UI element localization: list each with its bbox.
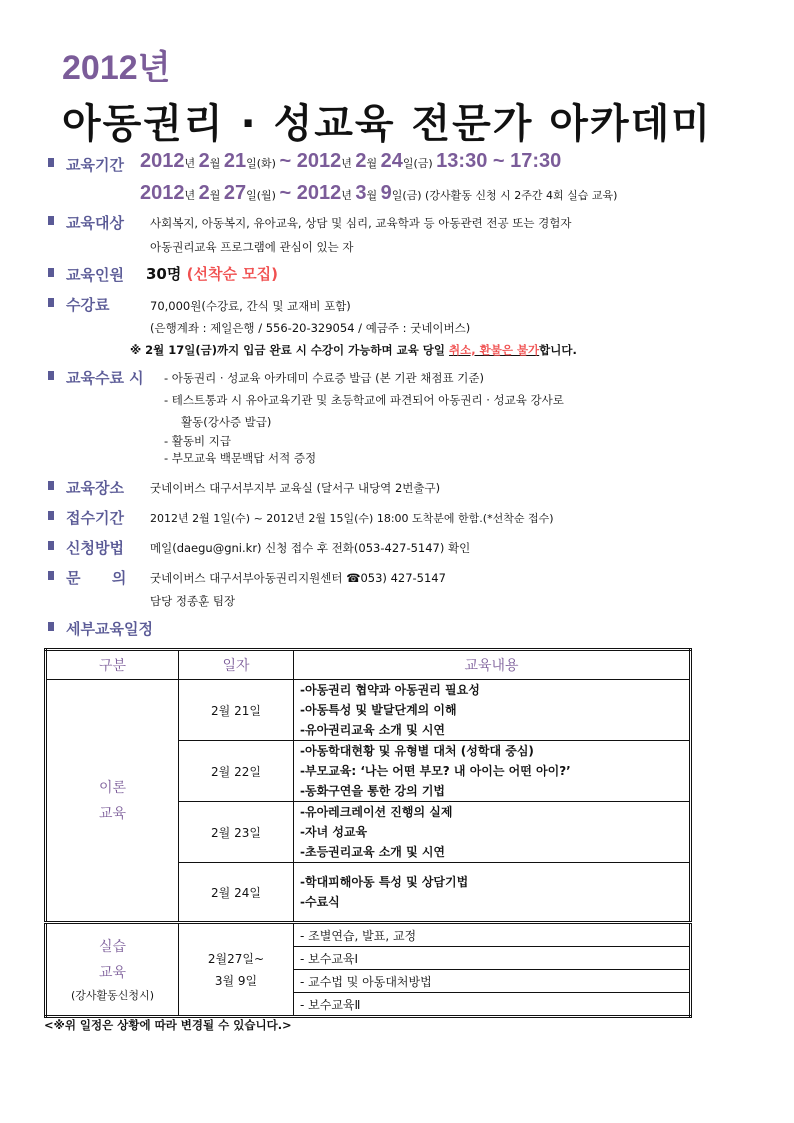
- practice-category: [46, 923, 179, 1017]
- notice-text-end: 합니다.: [539, 343, 577, 357]
- bullet-icon: [48, 216, 54, 225]
- period-unit: 년: [184, 189, 199, 202]
- category-text: 교육: [98, 964, 127, 981]
- place-label: 교육장소: [66, 479, 124, 497]
- period-unit: 월: [366, 189, 381, 202]
- content-item: -학대피해아동 특성 및 상담기법: [300, 875, 469, 889]
- schedule-label: 세부교육일정: [66, 620, 153, 638]
- period-line-1: [140, 150, 561, 173]
- inquiry-line: 굿네이버스 대구서부아동권리지원센터 ☎053) 427-5147: [150, 571, 446, 585]
- fee-line: 70,000원(수강료, 간식 및 교재비 포함): [150, 299, 351, 313]
- period-value: 2012: [140, 150, 185, 172]
- capacity-value: [146, 263, 278, 284]
- content-item: -아동권리 협약과 아동권리 필요성: [300, 683, 480, 697]
- content-item: -자녀 성교육: [300, 825, 368, 839]
- period-value: 3: [355, 182, 367, 204]
- schedule-table: [44, 648, 692, 1018]
- period-unit: 년: [341, 157, 356, 170]
- apply-value: 메일(daegu@gni.kr) 신청 접수 후 전화(053-427-5147) 확인: [150, 541, 471, 555]
- period-value: 2: [355, 150, 367, 172]
- notice-text: ※ 2월 17일(금)까지 입금 완료 시 수강이 가능하며 교육 당일: [130, 343, 450, 357]
- bullet-icon: [48, 571, 54, 580]
- title-year: 2012년: [62, 49, 171, 87]
- bullet-icon: [48, 481, 54, 490]
- category-text: 이론: [98, 779, 127, 796]
- bullet-icon: [48, 298, 54, 307]
- target-label: 교육대상: [66, 214, 124, 232]
- reception-label: 접수기간: [66, 509, 124, 527]
- category-text: 교육: [98, 805, 127, 822]
- date-text: 3월 9일: [214, 973, 258, 988]
- bullet-icon: [48, 371, 54, 380]
- bullet-icon: [48, 541, 54, 550]
- period-value: 27: [223, 182, 247, 204]
- content-cell: - 교수법 및 아동대처방법: [294, 970, 691, 993]
- period-line-2: [140, 182, 617, 205]
- theory-category: [46, 680, 179, 923]
- content-item: -아동특성 및 발달단계의 이해: [300, 703, 457, 717]
- period-unit: 월: [209, 157, 224, 170]
- period-value: 13:30 ~ 17:30: [436, 150, 562, 172]
- completion-item: - 아동권리 · 성교육 아카데미 수료증 발급 (본 기관 채점표 기준): [164, 371, 484, 385]
- period-label: 교육기간: [66, 156, 124, 174]
- schedule-footnote: <※위 일정은 상황에 따라 변경될 수 있습니다.>: [44, 1018, 292, 1032]
- completion-item: - 활동비 지급: [164, 434, 232, 448]
- period-unit: 월: [366, 157, 381, 170]
- period-unit: 월: [209, 189, 224, 202]
- bullet-icon: [48, 511, 54, 520]
- header-date: 일자: [179, 650, 294, 680]
- inquiry-line: 담당 정종훈 팀장: [150, 594, 236, 608]
- bullet-icon: [48, 158, 54, 167]
- content-cell: - 조별연습, 발표, 교정: [294, 923, 691, 947]
- date-cell: 2월 22일: [179, 741, 294, 802]
- content-item: -아동학대현황 및 유형별 대처 (성학대 중심): [300, 744, 534, 758]
- completion-item: - 부모교육 백문백답 서적 증정: [164, 451, 317, 465]
- inquiry-label: 문 의: [66, 569, 127, 587]
- date-text: 2월27일~: [207, 951, 265, 966]
- table-row: [46, 680, 691, 741]
- target-line: 아동권리교육 프로그램에 관심이 있는 자: [150, 240, 354, 254]
- completion-label: 교육수료 시: [66, 369, 144, 387]
- period-value: 9: [380, 182, 392, 204]
- notice-warning: 취소, 환불은 불가: [449, 343, 540, 357]
- fee-notice: [130, 342, 577, 358]
- category-note: (강사활동신청시): [71, 988, 154, 1002]
- period-unit: 년: [341, 189, 356, 202]
- capacity-note: (선착순 모집): [186, 265, 278, 283]
- table-header: [46, 650, 691, 680]
- period-unit: 일(금) (강사활동 신청 시 2주간 4회 실습 교육): [391, 189, 618, 202]
- header-content: 교육내용: [294, 650, 691, 680]
- date-cell: 2월 23일: [179, 802, 294, 863]
- place-value: 굿네이버스 대구서부지부 교육실 (달서구 내당역 2번출구): [150, 481, 441, 495]
- header-category: 구분: [46, 650, 179, 680]
- content-cell: - 보수교육Ⅰ: [294, 947, 691, 970]
- date-cell: 2월 21일: [179, 680, 294, 741]
- period-value: 21: [223, 150, 247, 172]
- period-value: ~ 2012: [279, 150, 342, 172]
- apply-label: 신청방법: [66, 539, 124, 557]
- period-unit: 년: [184, 157, 199, 170]
- reception-value: 2012년 2월 1일(수) ~ 2012년 2월 15일(수) 18:00 도착분에 한함.(*선착순 접수): [150, 512, 554, 525]
- content-cell: [294, 863, 691, 923]
- period-unit: 일(금): [402, 157, 437, 170]
- fee-label: 수강료: [66, 296, 110, 314]
- period-value: 2: [198, 182, 210, 204]
- content-item: -유아레크레이션 진행의 실제: [300, 805, 453, 819]
- period-value: ~ 2012: [279, 182, 342, 204]
- bullet-icon: [48, 268, 54, 277]
- table-row: [46, 923, 691, 947]
- period-unit: 일(월): [246, 189, 280, 202]
- content-item: -초등권리교육 소개 및 시연: [300, 845, 446, 859]
- capacity-label: 교육인원: [66, 266, 124, 284]
- date-cell: 2월 24일: [179, 863, 294, 923]
- date-cell: [179, 923, 294, 1017]
- period-value: 24: [380, 150, 403, 172]
- page-title: 아동권리 · 성교육 전문가 아카데미: [62, 101, 712, 147]
- content-cell: [294, 680, 691, 741]
- period-unit: 일(화): [246, 157, 280, 170]
- content-item: -동화구연을 통한 강의 기법: [300, 784, 446, 798]
- capacity-number: 30명: [146, 265, 182, 283]
- fee-line: (은행계좌 : 제일은행 / 556-20-329054 / 예금주 : 굿네이버스): [150, 321, 471, 335]
- content-cell: [294, 802, 691, 863]
- target-line: 사회복지, 아동복지, 유아교육, 상담 및 심리, 교육학과 등 아동관련 전공 또는 경험자: [150, 216, 572, 230]
- content-item: -유아권리교육 소개 및 시연: [300, 723, 446, 737]
- period-value: 2: [198, 150, 210, 172]
- content-cell: - 보수교육Ⅱ: [294, 993, 691, 1017]
- completion-item: - 테스트통과 시 유아교육기관 및 초등학교에 파견되어 아동권리 · 성교육 강사로: [164, 393, 564, 407]
- content-cell: [294, 741, 691, 802]
- completion-item: 활동(강사증 발급): [181, 415, 272, 429]
- content-item: -수료식: [300, 895, 340, 909]
- bullet-icon: [48, 622, 54, 631]
- category-text: 실습: [98, 938, 127, 955]
- period-value: 2012: [140, 182, 185, 204]
- content-item: -부모교육: ‘나는 어떤 부모? 내 아이는 어떤 아이?’: [300, 764, 571, 778]
